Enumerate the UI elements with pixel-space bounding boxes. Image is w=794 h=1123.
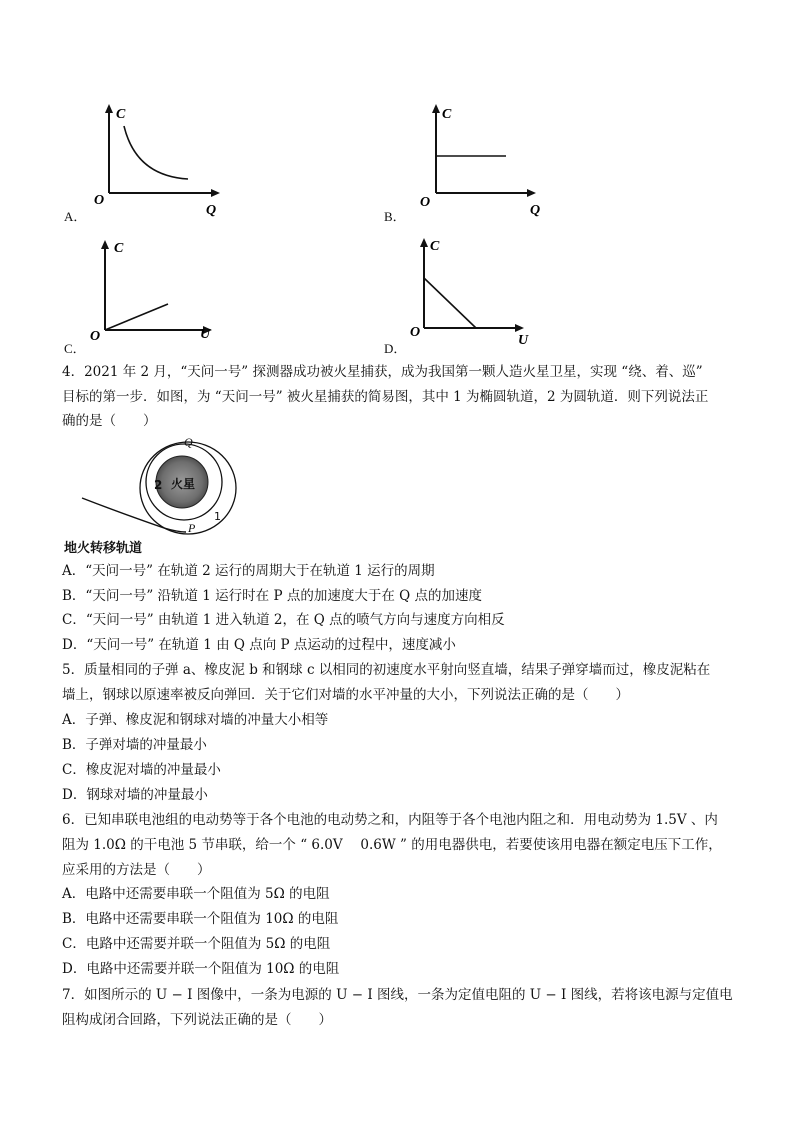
q5-stem-line-2: 墙上，钢球以原速率被反向弹回．关于它们对墙的水平冲量的大小，下列说法正确的是（ ） <box>62 687 629 703</box>
q5-option-a: A．子弹、橡皮泥和钢球对墙的冲量大小相等 <box>62 712 329 728</box>
graph-a-y-label: C <box>116 107 126 122</box>
q6-option-c: C．电路中还需要并联一个阻值为 5Ω 的电阻 <box>62 936 331 952</box>
q6-option-b: B．电路中还需要串联一个阻值为 10Ω 的电阻 <box>62 911 339 927</box>
graph-c <box>64 234 234 360</box>
q6-stem-line-3: 应采用的方法是（ ） <box>62 862 211 878</box>
graph-c-x-label: U <box>200 327 211 342</box>
q6-option-d: D．电路中还需要并联一个阻值为 10Ω 的电阻 <box>62 961 340 977</box>
graph-d-plot <box>384 234 554 360</box>
graph-d-letter: D． <box>384 341 407 356</box>
graph-a-letter: A． <box>64 209 87 224</box>
mars-label: 火星 <box>171 477 196 491</box>
q7-stem-line-1: 7．如图所示的 U − I 图像中，一条为电源的 U − I 图线，一条为定值电阻的 U − I 图线，若将该电源与定值电 <box>62 987 733 1003</box>
q4-option-c: C．“天问一号” 由轨道 1 进入轨道 2，在 Q 点的喷气方向与速度方向相反 <box>62 612 505 628</box>
q4-option-a: A．“天问一号” 在轨道 2 运行的周期大于在轨道 1 运行的周期 <box>62 563 435 579</box>
graph-d-y-label: C <box>430 239 440 254</box>
graph-c-y-label: C <box>114 241 124 256</box>
q6-stem-line-2: 阻为 1.0Ω 的干电池 5 节串联，给一个 “ 6.0V 0.6W ” 的用电器供电，若要使该用电器在额定电压下工作， <box>62 837 722 853</box>
q5-option-c: C．橡皮泥对墙的冲量最小 <box>62 762 221 778</box>
q4-stem-line-1: 4．2021 年 2 月，“天问一号” 探测器成功被火星捕获，成为我国第一颗人造火星卫星，实现 “绕、着、巡” <box>62 364 703 380</box>
graph-d <box>384 234 554 360</box>
mars-capture-figure <box>78 432 248 542</box>
q4-stem-line-3: 确的是（ ） <box>62 413 157 429</box>
graph-d-origin: O <box>410 325 421 340</box>
orbit-1-label: 1 <box>214 510 221 523</box>
graph-d-x-label: U <box>518 333 529 348</box>
graph-b-letter: B． <box>384 209 406 224</box>
orbit-2-label: 2 <box>154 478 163 492</box>
q5-option-d: D．钢球对墙的冲量最小 <box>62 787 208 803</box>
graph-b-y-label: C <box>442 107 452 122</box>
figure-caption: 地火转移轨道 <box>64 541 143 556</box>
q4-option-b: B．“天问一号” 沿轨道 1 运行时在 P 点的加速度大于在 Q 点的加速度 <box>62 588 483 604</box>
graph-a-x-label: Q <box>206 203 217 218</box>
q6-stem-line-1: 6．已知串联电池组的电动势等于各个电池的电动势之和，内阻等于各个电池内阻之和．用电动势为 1.5V 、内 <box>62 812 718 828</box>
point-q-label: Q <box>184 435 193 449</box>
q5-stem-line-1: 5．质量相同的子弹 a、橡皮泥 b 和钢球 c 以相同的初速度水平射向竖直墙，结果子弹穿墙而过，橡皮泥粘在 <box>62 662 711 678</box>
graph-a <box>64 96 234 226</box>
graph-a-origin: O <box>94 193 105 208</box>
graph-c-origin: O <box>90 329 101 344</box>
graph-a-plot <box>64 96 234 226</box>
q4-stem-line-2: 目标的第一步．如图，为 “天问一号” 被火星捕获的简易图，其中 1 为椭圆轨道，2 为圆轨道．则下列说法正 <box>62 389 709 405</box>
q6-option-a: A．电路中还需要串联一个阻值为 5Ω 的电阻 <box>62 886 330 902</box>
q7-stem-line-2: 阻构成闭合回路，下列说法正确的是（ ） <box>62 1012 332 1028</box>
graph-b-x-label: Q <box>530 203 541 218</box>
graph-c-plot <box>64 234 234 360</box>
graph-b-origin: O <box>420 195 431 210</box>
point-p-label: P <box>188 521 196 535</box>
graph-b <box>384 96 554 226</box>
graph-c-letter: C． <box>64 341 86 356</box>
q5-option-b: B．子弹对墙的冲量最小 <box>62 737 207 753</box>
q4-option-d: D．“天问一号” 在轨道 1 由 Q 点向 P 点运动的过程中，速度减小 <box>62 637 456 653</box>
graph-b-plot <box>384 96 554 226</box>
